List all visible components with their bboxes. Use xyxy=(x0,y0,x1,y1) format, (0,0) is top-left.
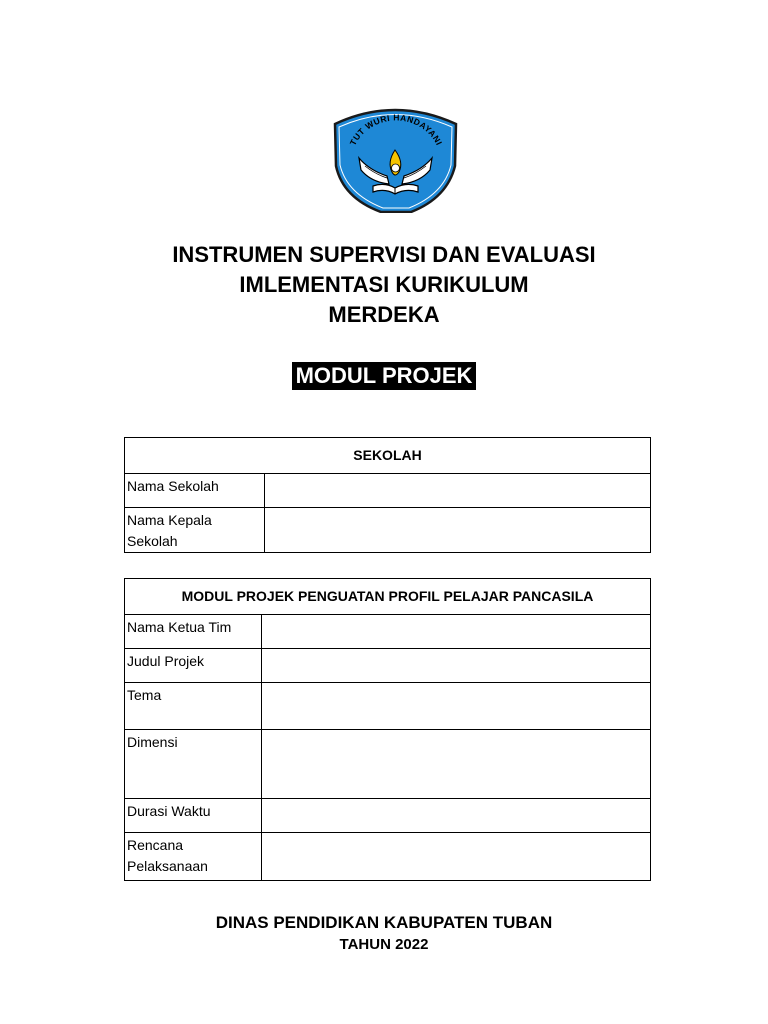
field-nama-kepala-sekolah[interactable] xyxy=(265,508,651,553)
row-label-judul-projek: Judul Projek xyxy=(125,649,262,683)
field-tema[interactable] xyxy=(262,683,651,730)
row-label-nama-kepala-sekolah: Nama Kepala Sekolah xyxy=(125,508,265,553)
field-nama-sekolah[interactable] xyxy=(265,474,651,508)
row-label-rencana-pelaksanaan: Rencana Pelaksanaan xyxy=(125,833,262,881)
table-row xyxy=(125,730,651,799)
field-rencana-pelaksanaan[interactable] xyxy=(262,833,651,881)
table-row xyxy=(125,474,651,508)
row-label-tema: Tema xyxy=(125,683,262,730)
row-label-dimensi: Dimensi xyxy=(125,730,262,799)
table-row xyxy=(125,615,651,649)
sekolah-table-header: SEKOLAH xyxy=(125,438,651,474)
field-nama-ketua-tim[interactable] xyxy=(262,615,651,649)
row-label-durasi-waktu: Durasi Waktu xyxy=(125,799,262,833)
logo-motto: TUT WURI HANDAYANI xyxy=(347,112,445,148)
field-judul-projek[interactable] xyxy=(262,649,651,683)
table-row xyxy=(125,799,651,833)
row-label-nama-sekolah: Nama Sekolah xyxy=(125,474,265,508)
institution-name: DINAS PENDIDIKAN KABUPATEN TUBAN xyxy=(215,913,553,932)
document-title-line-1: INSTRUMEN SUPERVISI DAN EVALUASI xyxy=(172,242,596,267)
sekolah-table xyxy=(124,437,651,553)
tut-wuri-handayani-logo xyxy=(329,100,462,213)
modul-projek-badge: MODUL PROJEK xyxy=(292,362,477,390)
modul-projek-table xyxy=(124,578,651,881)
field-durasi-waktu[interactable] xyxy=(262,799,651,833)
field-dimensi[interactable] xyxy=(262,730,651,799)
table-row xyxy=(125,833,651,881)
document-year: TAHUN 2022 xyxy=(339,936,429,953)
modul-table-header: MODUL PROJEK PENGUATAN PROFIL PELAJAR PANCASILA xyxy=(125,579,651,615)
table-row xyxy=(125,683,651,730)
document-title-line-3: MERDEKA xyxy=(328,302,440,327)
document-title-line-2: IMLEMENTASI KURIKULUM xyxy=(239,272,529,297)
table-row xyxy=(125,508,651,553)
row-label-nama-ketua-tim: Nama Ketua Tim xyxy=(125,615,262,649)
table-row xyxy=(125,649,651,683)
